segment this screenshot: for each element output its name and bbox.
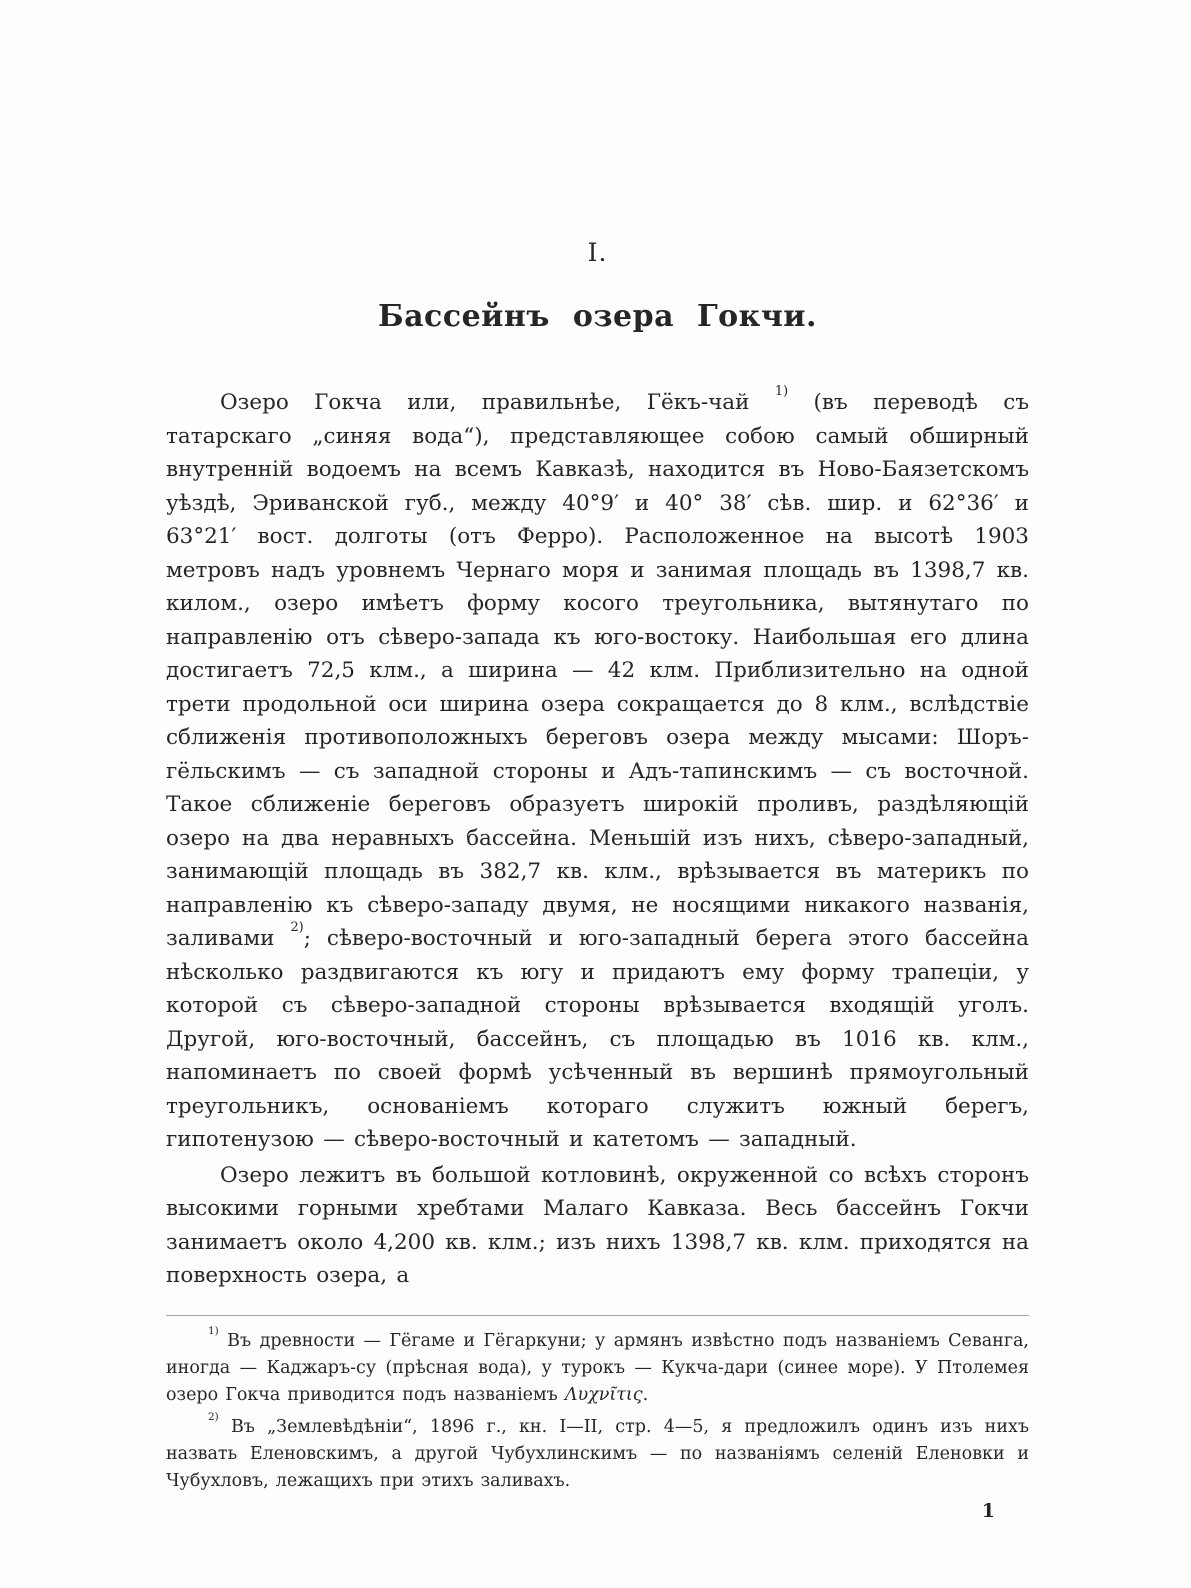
page-title: Бассейнъ озера Гокчи.: [377, 299, 817, 334]
footnote-ref-2: 2): [290, 919, 304, 935]
footnote-1-text: Въ древности — Гёгаме и Гёгаркуни; у армянъ извѣстно подъ названіемъ Севанга, иногда — Каджаръ-су (прѣсная вода), у турокъ — Кукча-дари (синее море). У Птолемея озеро Гокча приводится подъ названіемъ: [166, 1330, 1029, 1405]
footnote-1-greek-name: Λυχνῖτις: [564, 1384, 643, 1405]
paragraph-1-text-b: (въ переводѣ съ татарскаго „синяя вода“), представляющее собою самый обширный внутренній водоемъ на всемъ Кавказѣ, находится въ Ново-Баязетскомъ уѣздѣ, Эриванской губ., между 40°9′ и 40° 38′ сѣв. шир. и 62°36′ и 63°21′ вост. долготы (отъ Ферро). Расположенное на высотѣ 1903 метровъ надъ уровнемъ Чернаго моря и занимая площадь въ 1398,7 кв. килом., озеро имѣетъ форму косого треугольника, вытянутаго по направленію отъ сѣверо-запада къ юго-востоку. Наибольшая его длина достигаетъ 72,5 клм., а ширина — 42 клм. Приблизительно на одной трети продольной оси ширина озера сокращается до 8 клм., вслѣдствіе сближенія противоположныхъ береговъ озера между мысами: Шоръ-гёльскимъ — съ западной стороны и Адъ-тапинскимъ — съ восточной. Такое сближеніе береговъ образуетъ широкій проливъ, раздѣляющій озеро на два неравныхъ бассейна. Меньшій изъ нихъ, сѣверо-западный, занимающій площадь въ 382,7 кв. клм., врѣзывается въ материкъ по направленію къ сѣверо-западу двумя, не носящими никакого названія, заливами: [166, 390, 1029, 951]
paragraph-2: Озеро лежитъ въ большой котловинѣ, окруженной со всѣхъ сторонъ высокими горными хребтами Малаго Кавказа. Весь бассейнъ Гокчи занимаетъ около 4,200 кв. клм.; изъ нихъ 1398,7 кв. клм. приходятся на поверхность озера, а: [166, 1162, 1029, 1288]
footnote-2-text: Въ „Землевѣдѣніи“, 1896 г., кн. I—II, стр. 4—5, я предложилъ одинъ изъ нихъ назвать Еленовскимъ, а другой Чубухлинскимъ — по названіямъ селеній Еленовки и Чубухловъ, лежащихъ при этихъ заливахъ.: [166, 1416, 1029, 1491]
footnote-1: [166, 1324, 1029, 1409]
footnote-section: [166, 1315, 1029, 1495]
footnote-1-text-end: .: [642, 1384, 649, 1405]
page-number: 1: [981, 1499, 995, 1522]
footnote-2-marker: 2): [208, 1410, 219, 1423]
paragraph-1-text-c: ; сѣверо-восточный и юго-западный берега этого бассейна нѣсколько раздвигаются къ югу и придаютъ ему форму трапеціи, у которой съ сѣверо-западной стороны врѣзывается входящій уголъ. Другой, юго-восточный, бассейнъ, съ площадью въ 1016 кв. клм., напоминаетъ по своей формѣ усѣченный въ вершинѣ прямоугольный треугольникъ, основаніемъ котораго служитъ южный берегъ, гипотенузою — сѣверо-восточный и катетомъ — западный.: [166, 926, 1029, 1152]
footnote-ref-1: 1): [774, 383, 789, 399]
paragraph-1: [166, 383, 1029, 1157]
paragraph-1-text-a: Озеро Гокча или, правильнѣе, Гёкъ-чай: [220, 390, 775, 415]
footnote-1-marker: 1): [208, 1324, 219, 1337]
chapter-numeral: I.: [587, 238, 608, 267]
footnote-2: [166, 1410, 1029, 1495]
